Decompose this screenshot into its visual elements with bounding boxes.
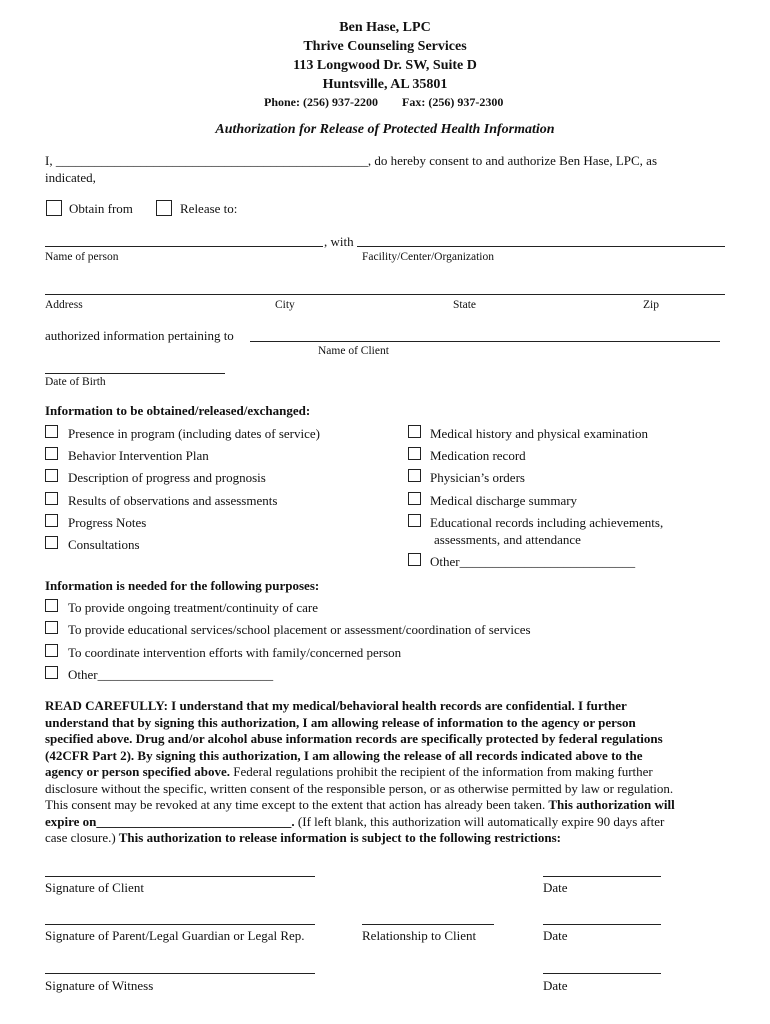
expire-on-field[interactable]: expire on______________________________. [45,813,295,829]
info-checkbox[interactable] [408,514,421,527]
notice-paragraph [45,698,725,847]
info-option-cont: assessments, and attendance [434,532,581,547]
info-checkbox[interactable] [408,469,421,482]
client-name-field[interactable] [250,341,720,342]
purposes-heading: Information is needed for the following purposes: [45,578,320,593]
address-field[interactable] [45,294,725,295]
form-title: Authorization for Release of Protected Health Information [215,122,555,137]
guardian-date-field[interactable] [543,924,661,925]
info-option: Behavior Intervention Plan [68,448,209,463]
state-label: State [453,299,476,311]
client-date-field[interactable] [543,876,661,877]
purpose-other[interactable]: Other___________________________ [68,667,274,682]
notice-text: Federal regulations prohibit the recipient of the information from making further [230,764,653,779]
release-to-label: Release to: [180,201,238,216]
info-option: Presence in program (including dates of service) [68,426,320,441]
person-name-label: Name of person [45,251,119,263]
address-label: Address [45,299,83,311]
zip-label: Zip [643,299,659,311]
notice-text: This authorization to release information is subject to the following restrictions: [115,830,561,845]
phone-number: Phone: (256) 937-2200 [264,95,378,109]
guardian-signature-label: Signature of Parent/Legal Guardian or Legal Rep. [45,928,305,943]
purpose-option: To provide educational services/school placement or assessment/coordination of services [68,622,531,637]
organization-name: Thrive Counseling Services [303,39,467,54]
info-checkbox[interactable] [45,514,58,527]
obtain-from-label: Obtain from [69,201,133,216]
info-other-checkbox[interactable] [408,553,421,566]
person-name-field[interactable] [45,246,323,247]
notice-text: (If left blank, this authorization will automatically expire 90 days after [294,813,665,829]
witness-signature-label: Signature of Witness [45,978,154,993]
purpose-checkbox[interactable] [45,621,58,634]
info-checkbox[interactable] [45,492,58,505]
client-name-label: Name of Client [318,345,389,357]
info-option: Description of progress and prognosis [68,470,266,485]
client-signature-label: Signature of Client [45,880,144,895]
dob-label: Date of Birth [45,376,106,388]
facility-field[interactable] [357,246,725,247]
info-option: Medication record [430,448,526,463]
info-option: Medical history and physical examination [430,426,649,441]
witness-date-field[interactable] [543,973,661,974]
fax-number: Fax: (256) 937-2300 [402,95,504,109]
city-state-zip: Huntsville, AL 35801 [322,77,448,92]
info-heading: Information to be obtained/released/exchanged: [45,403,311,418]
guardian-date-label: Date [543,928,568,943]
relationship-label: Relationship to Client [362,928,477,943]
client-prefix: authorized information pertaining to [45,328,234,343]
info-option: Progress Notes [68,515,147,530]
notice-line: READ CAREFULLY: I understand that my medical/behavioral health records are confidential. I further [45,698,627,713]
notice-text: agency or person specified above. [45,764,230,779]
purpose-checkbox[interactable] [45,644,58,657]
info-checkbox[interactable] [45,536,58,549]
info-checkbox[interactable] [408,425,421,438]
guardian-signature-field[interactable] [45,924,315,925]
info-option: Educational records including achievements, [430,515,664,530]
witness-date-label: Date [543,978,568,993]
release-to-checkbox[interactable] [156,200,172,216]
witness-signature-field[interactable] [45,973,315,974]
consent-line-cont: indicated, [45,170,96,185]
notice-line: (42CFR Part 2). By signing this authorization, I am allowing the release of all records indicated above to the [45,747,643,763]
relationship-field[interactable] [362,924,494,925]
notice-text: case closure.) [45,830,116,845]
info-other[interactable]: Other___________________________ [430,554,636,569]
notice-line: specified above. Drug and/or alcohol abuse information records are specifically protected by federal regulations [45,731,663,746]
with-label: , with [324,234,354,249]
street-address: 113 Longwood Dr. SW, Suite D [293,58,477,73]
info-option: Consultations [68,537,140,552]
info-checkbox[interactable] [45,447,58,460]
info-checkbox[interactable] [408,492,421,505]
info-checkbox[interactable] [45,469,58,482]
notice-line: understand that by signing this authorization, I am allowing release of information to the agency or person [45,714,636,730]
notice-text: This authorization will [545,797,675,812]
notice-line: disclosure without the specific, written consent of the responsible person, or as otherwise permitted by law or regulation. [45,780,674,796]
info-checkbox[interactable] [408,447,421,460]
notice-text: This consent may be revoked at any time except to the extent that action has already been taken. [45,797,546,812]
notice-line [45,797,725,814]
obtain-from-checkbox[interactable] [46,200,62,216]
notice-line [45,764,725,781]
dob-field[interactable] [45,373,225,374]
provider-name: Ben Hase, LPC [339,20,431,35]
purpose-checkbox[interactable] [45,666,58,679]
purpose-checkbox[interactable] [45,599,58,612]
purpose-option: To provide ongoing treatment/continuity of care [68,600,318,615]
info-checkbox[interactable] [45,425,58,438]
notice-line [45,814,725,831]
info-option: Medical discharge summary [430,493,578,508]
client-signature-field[interactable] [45,876,315,877]
consent-line[interactable]: I, ________________________________________________, do hereby consent to and authorize Ben Hase, LPC, as [45,153,658,168]
facility-label: Facility/Center/Organization [362,251,495,263]
client-date-label: Date [543,880,568,895]
info-option: Results of observations and assessments [68,493,278,508]
info-option: Physician’s orders [430,470,525,485]
city-label: City [275,299,295,311]
notice-line [45,830,725,847]
purpose-option: To coordinate intervention efforts with family/concerned person [68,645,402,660]
